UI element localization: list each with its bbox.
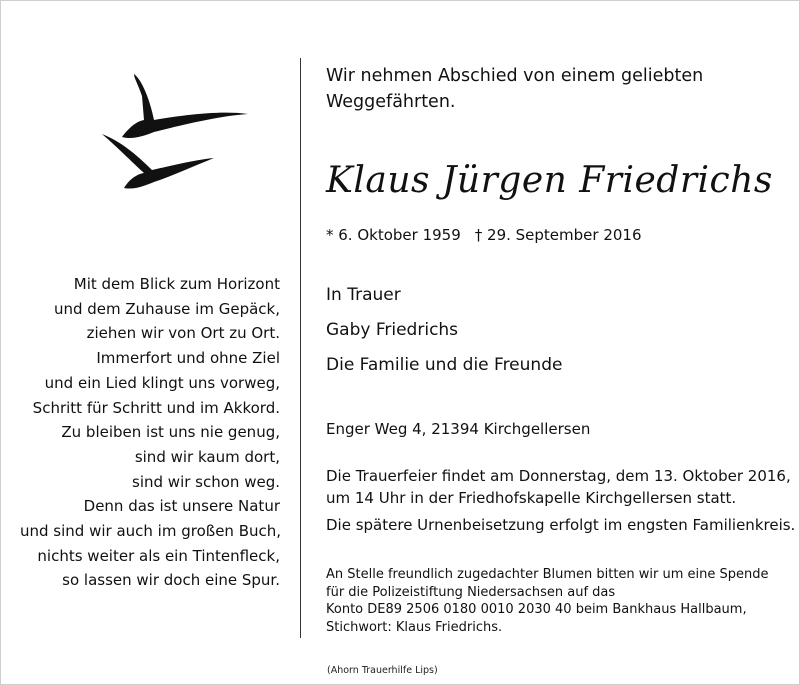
footer-credit: (Ahorn Trauerhilfe Lips) xyxy=(327,665,438,676)
funeral-service-info xyxy=(326,465,791,509)
poem-line: und ein Lied klingt uns vorweg, xyxy=(44,373,280,392)
poem-line: Schritt für Schritt und im Akkord. xyxy=(32,398,280,417)
birth-date: * 6. Oktober 1959 xyxy=(326,226,461,244)
donation-line: Stichwort: Klaus Friedrichs. xyxy=(326,619,503,635)
mourner-name: Gaby Friedrichs xyxy=(326,320,459,340)
poem-line: Immerfort und ohne Ziel xyxy=(96,349,280,368)
mourner-family: Die Familie und die Freunde xyxy=(326,355,563,375)
poem-line: Denn das ist unsere Natur xyxy=(83,497,280,516)
intro-line: Weggefährten. xyxy=(326,92,456,112)
address: Enger Weg 4, 21394 Kirchgellersen xyxy=(326,420,591,438)
donation-line: An Stelle freundlich zugedachter Blumen bitten wir um eine Spende xyxy=(326,567,769,582)
mourners-block xyxy=(326,278,786,383)
poem-line: sind wir kaum dort, xyxy=(134,447,280,466)
poem-line: und sind wir auch im großen Buch, xyxy=(20,522,282,541)
poem-line: und dem Zuhause im Gepäck, xyxy=(53,299,280,318)
service-line: Die Trauerfeier findet am Donnerstag, dem 13. Oktober 2016, xyxy=(326,467,791,485)
service-line: um 14 Uhr in der Friedhofskapelle Kirchgellersen statt. xyxy=(326,489,737,507)
poem-line: Zu bleiben ist uns nie genug, xyxy=(61,423,280,442)
life-dates xyxy=(326,226,786,244)
poem-line: nichts weiter als ein Tintenfleck, xyxy=(37,546,280,565)
poem-line: Mit dem Blick zum Horizont xyxy=(73,275,280,293)
poem-line: so lassen wir doch eine Spur. xyxy=(62,571,280,590)
upper-bird xyxy=(122,74,248,138)
poem-line: sind wir schon weg. xyxy=(132,472,280,491)
donation-line: für die Polizeistiftung Niedersachsen auf das xyxy=(326,584,616,600)
mourning-label: In Trauer xyxy=(326,285,401,305)
poem-line: ziehen wir von Ort zu Ort. xyxy=(86,324,280,343)
poem xyxy=(20,272,280,593)
intro-line: Wir nehmen Abschied von einem geliebten xyxy=(326,66,704,86)
donation-line: Konto DE89 2506 0180 0010 2030 40 beim Bankhaus Hallbaum, xyxy=(326,602,747,617)
burial-info: Die spätere Urnenbeisetzung erfolgt im engsten Familienkreis. xyxy=(326,516,796,534)
birds-icon xyxy=(98,66,258,192)
intro-text xyxy=(326,63,786,115)
lower-bird xyxy=(102,134,214,189)
death-date: † 29. September 2016 xyxy=(474,226,642,244)
donation-request xyxy=(326,566,786,636)
deceased-name: Klaus Jürgen Friedrichs xyxy=(326,160,773,201)
vertical-divider xyxy=(300,58,301,638)
